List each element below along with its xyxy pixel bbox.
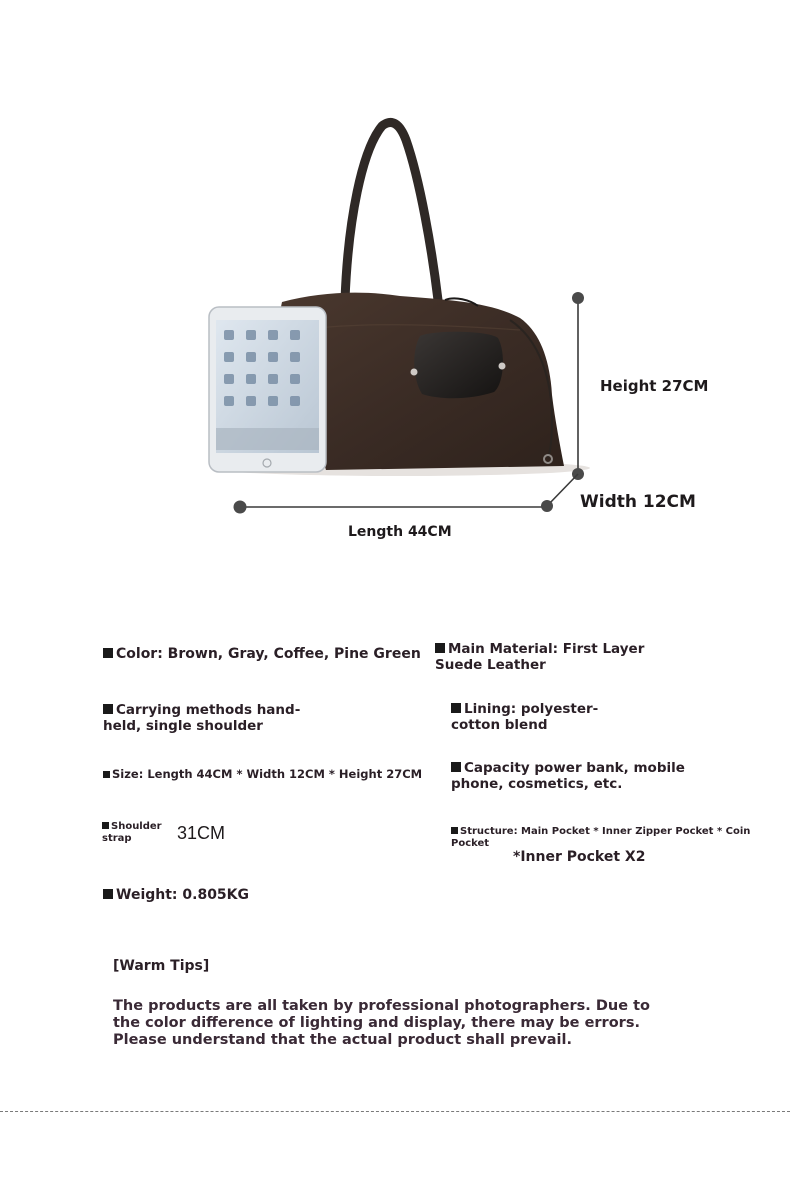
spec-main-material bbox=[435, 641, 685, 673]
bullet-square-icon bbox=[451, 762, 461, 772]
spec-structure-text: Structure: Main Pocket * Inner Zipper Pocket * Coin Pocket bbox=[451, 826, 751, 849]
spec-color-text: Color: Brown, Gray, Coffee, Pine Green bbox=[116, 646, 421, 662]
spec-structure bbox=[451, 826, 771, 850]
bullet-square-icon bbox=[451, 827, 458, 834]
spec-shoulder-strap bbox=[102, 821, 172, 845]
spec-carrying-text: Carrying methods hand-held, single shoulder bbox=[103, 702, 301, 734]
width-label: Width 12CM bbox=[580, 492, 696, 512]
length-right-dot bbox=[541, 500, 553, 512]
warm-tips-body: The products are all taken by professional photographers. Due to the color difference of lighting and display, there may be errors. Please understand that the actual product shall prevail. bbox=[113, 998, 650, 1048]
bag-strap bbox=[345, 122, 438, 300]
spec-main-material-text: Main Material: First Layer Suede Leather bbox=[435, 641, 645, 673]
spec-size bbox=[103, 766, 433, 782]
bullet-square-icon bbox=[102, 822, 109, 829]
warm-tips-heading: [Warm Tips] bbox=[113, 958, 210, 974]
length-left-dot bbox=[234, 501, 247, 514]
bullet-square-icon bbox=[103, 704, 113, 714]
spec-lining bbox=[451, 701, 611, 733]
bullet-square-icon bbox=[435, 643, 445, 653]
product-figure bbox=[0, 0, 790, 560]
coin-pouch bbox=[414, 332, 503, 399]
height-top-dot bbox=[572, 292, 584, 304]
length-label: Length 44CM bbox=[348, 524, 452, 540]
bullet-square-icon bbox=[103, 771, 110, 778]
spec-shoulder-label: Shoulder strap bbox=[102, 821, 162, 844]
tablet-illustration bbox=[209, 307, 326, 472]
spec-color bbox=[103, 646, 433, 662]
spec-size-text: Size: Length 44CM * Width 12CM * Height 27CM bbox=[112, 767, 423, 781]
bullet-square-icon bbox=[103, 889, 113, 899]
spec-inner-pocket: *Inner Pocket X2 bbox=[513, 849, 646, 865]
bullet-square-icon bbox=[103, 648, 113, 658]
spec-shoulder-value: 31CM bbox=[177, 823, 226, 843]
spec-weight bbox=[103, 887, 303, 903]
spec-lining-text: Lining: polyester-cotton blend bbox=[451, 701, 599, 733]
dashed-divider bbox=[0, 1111, 790, 1112]
spec-weight-text: Weight: 0.805KG bbox=[116, 887, 250, 903]
pouch-bead-right bbox=[499, 363, 506, 370]
spec-carrying bbox=[103, 702, 338, 734]
spec-capacity-text: Capacity power bank, mobile phone, cosmetics, etc. bbox=[451, 760, 685, 792]
pouch-bead-left bbox=[411, 369, 418, 376]
spec-capacity bbox=[451, 760, 741, 792]
width-line bbox=[547, 474, 578, 506]
bullet-square-icon bbox=[451, 703, 461, 713]
height-label: Height 27CM bbox=[600, 377, 709, 395]
